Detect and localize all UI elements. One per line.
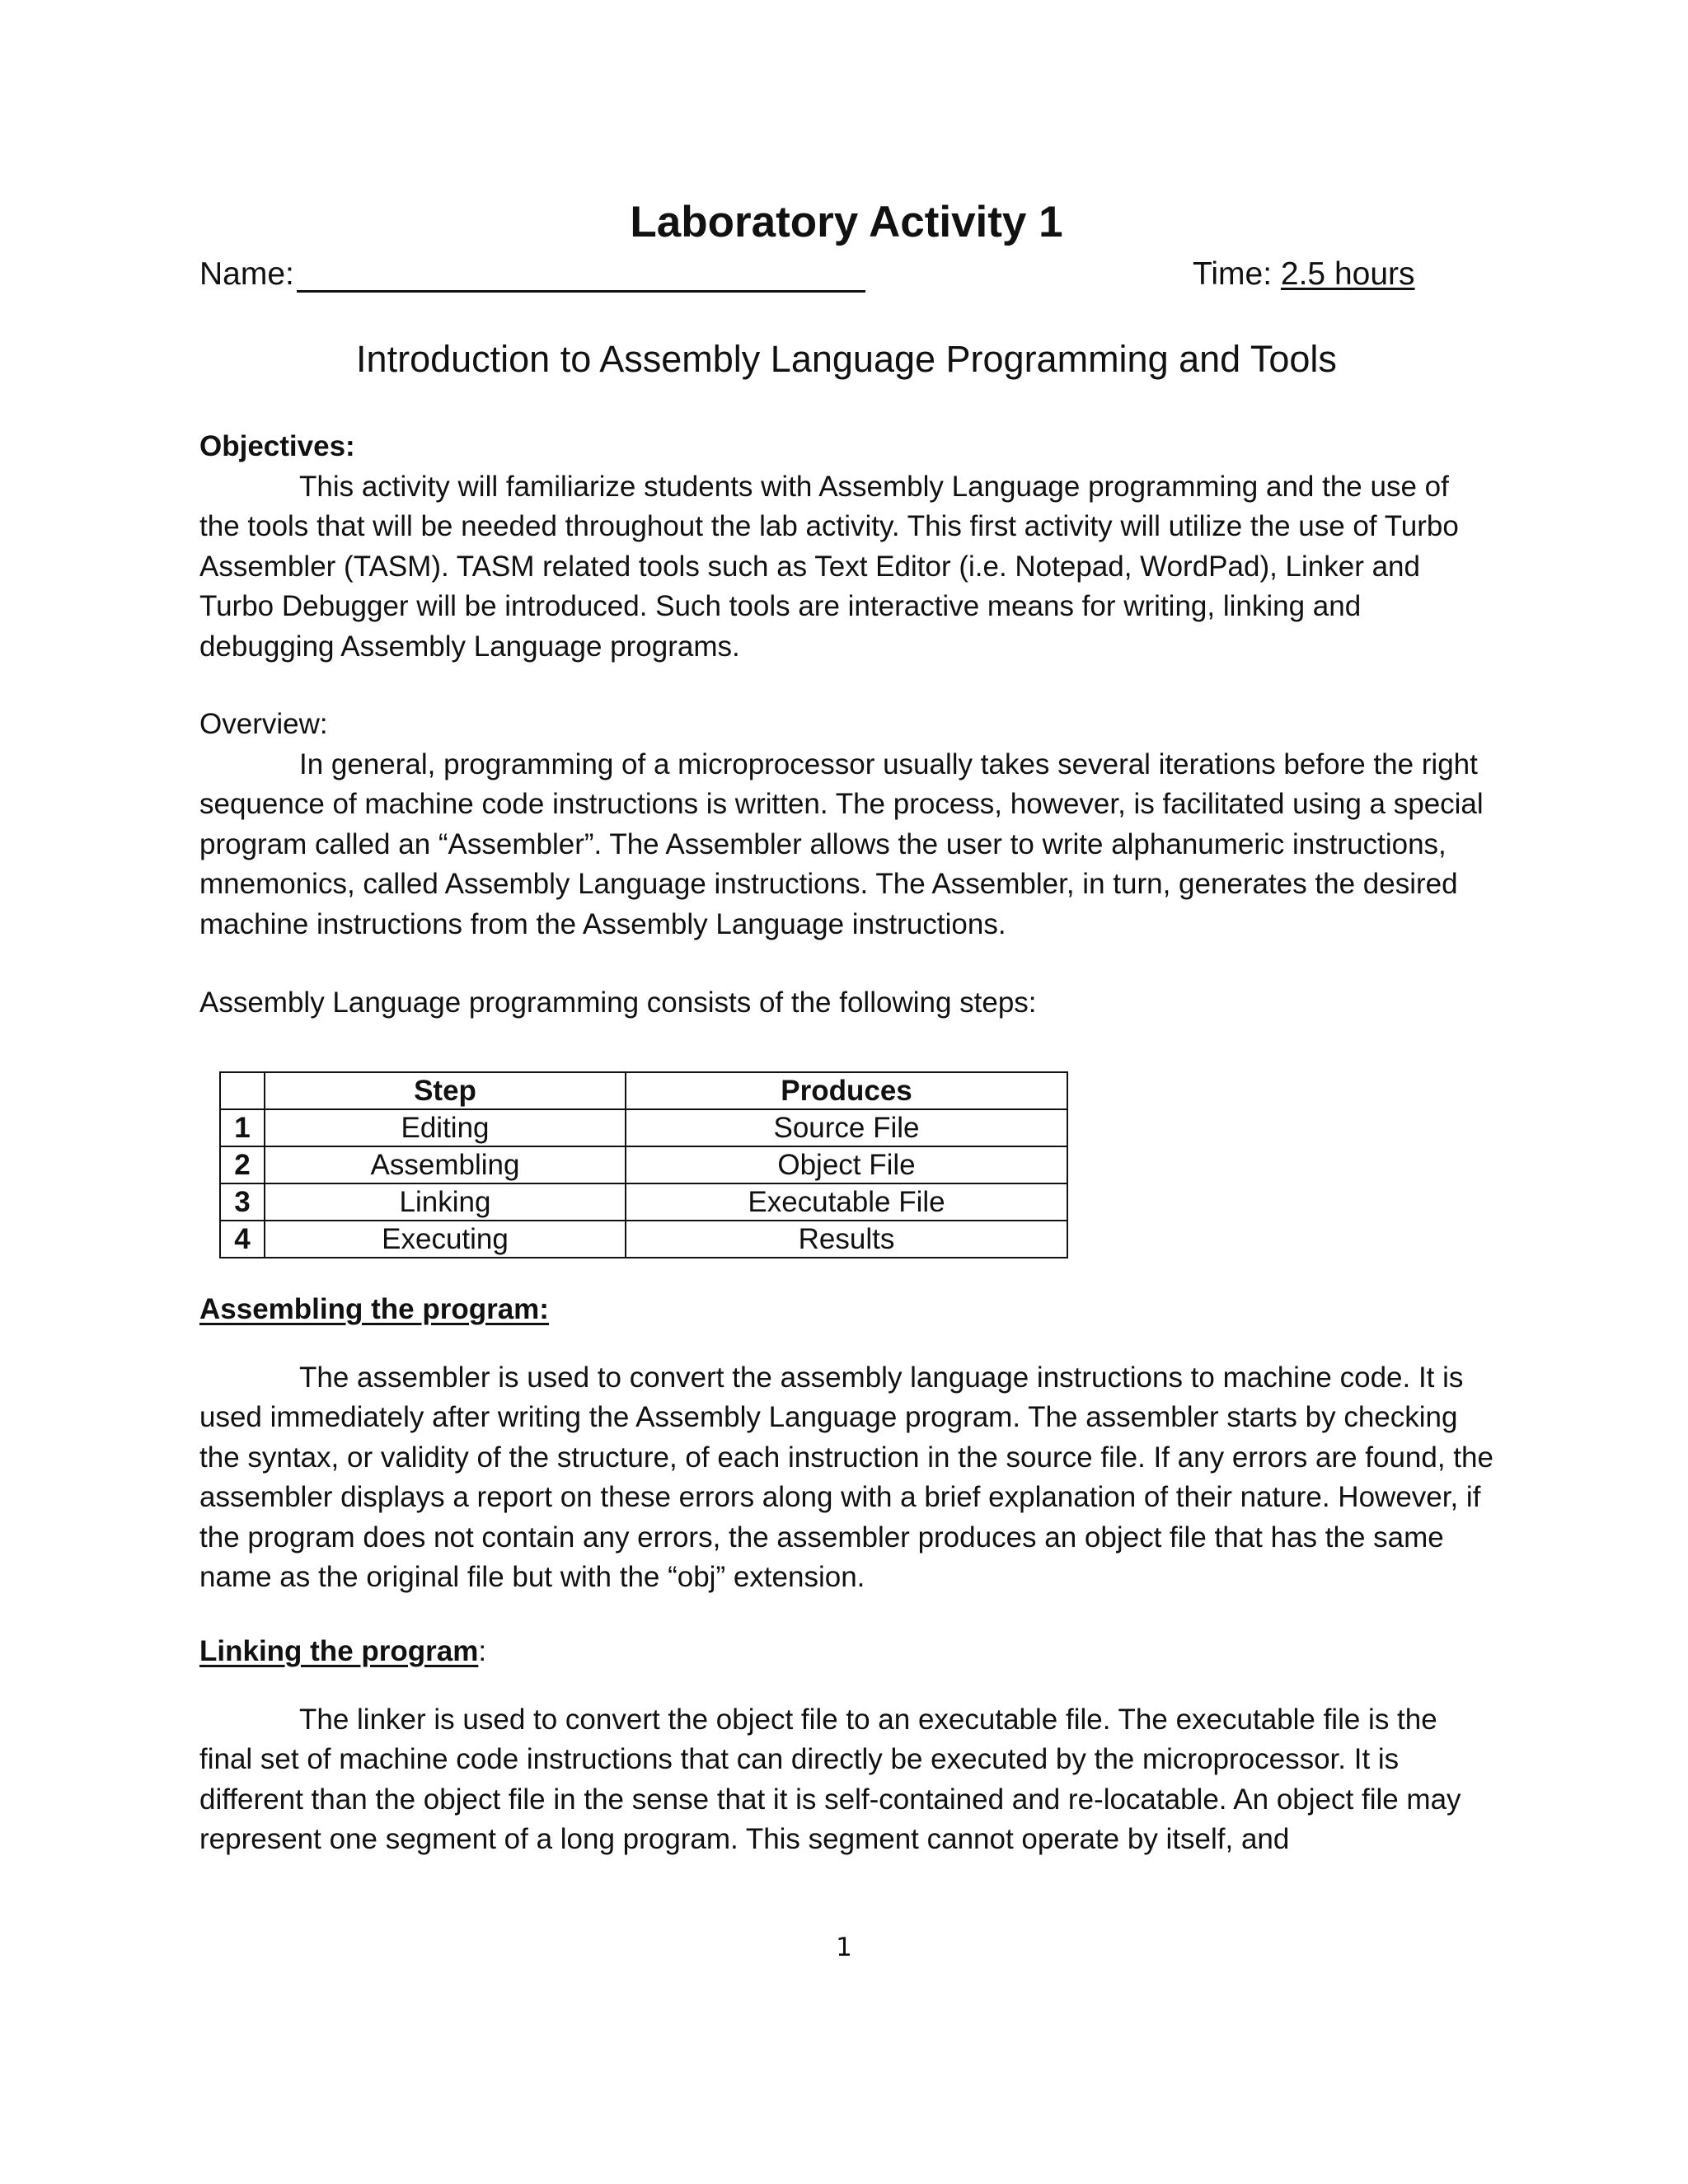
table-row bbox=[220, 1183, 1067, 1221]
linking-heading-suffix: : bbox=[478, 1635, 487, 1667]
table-cell: Editing bbox=[265, 1109, 626, 1146]
linking-paragraph: The linker is used to convert the object file to an executable file. The executable file is the final set of machine code instructions that can directly be executed by the microprocessor. It is different than the object file in the sense that it is self-contained and re-locatable. An object file may represent one segment of a long program. This segment cannot operate by itself, and bbox=[199, 1703, 1461, 1855]
overview-heading: Overview: bbox=[199, 708, 328, 740]
table-cell: 2 bbox=[220, 1146, 265, 1183]
table-header-cell bbox=[220, 1072, 265, 1109]
linking-section bbox=[199, 1632, 1493, 1860]
table-cell: Object File bbox=[626, 1146, 1067, 1183]
table-cell: Executing bbox=[265, 1221, 626, 1258]
name-blank-line bbox=[297, 290, 865, 293]
assembling-heading: Assembling the program: bbox=[199, 1293, 549, 1325]
table-row bbox=[220, 1109, 1067, 1146]
table-row bbox=[220, 1146, 1067, 1183]
table-cell: 1 bbox=[220, 1109, 265, 1146]
assembling-section bbox=[199, 1290, 1493, 1598]
table-row bbox=[220, 1221, 1067, 1258]
linking-heading-line bbox=[199, 1632, 1493, 1672]
objectives-paragraph: This activity will familiarize students with Assembly Language programming and the use of the tools that will be needed throughout the lab activity. This first activity will utilize the use of Turbo Assembler (TASM). TASM related tools such as Text Editor (i.e. Notepad, WordPad), Linker and Turbo Debugger will be introduced. Such tools are interactive means for writing, linking and debugging Assembly Language programs. bbox=[199, 470, 1459, 663]
table-cell: Source File bbox=[626, 1109, 1067, 1146]
objectives-heading: Objectives: bbox=[199, 430, 355, 462]
page-number: 1 bbox=[836, 1933, 852, 1962]
document-subtitle: Introduction to Assembly Language Programming and Tools bbox=[356, 338, 1337, 380]
table-header-cell: Produces bbox=[626, 1072, 1067, 1109]
table-cell: 4 bbox=[220, 1221, 265, 1258]
overview-section bbox=[199, 705, 1493, 944]
steps-table bbox=[219, 1071, 1068, 1258]
linking-heading: Linking the program bbox=[199, 1635, 479, 1667]
table-cell: Executable File bbox=[626, 1183, 1067, 1221]
table-cell: 3 bbox=[220, 1183, 265, 1221]
name-label: Name: bbox=[199, 256, 294, 292]
overview-paragraph: In general, programming of a microprocessor usually takes several iterations before the right sequence of machine code instructions is written. The process, however, is facilitated using a special program called an “Assembler”. The Assembler allows the user to write alphanumeric instructions, mnemonics, called Assembly Language instructions. The Assembler, in turn, generates the desired machine instructions from the Assembly Language instructions. bbox=[199, 748, 1484, 940]
table-cell: Results bbox=[626, 1221, 1067, 1258]
time-value: 2.5 hours bbox=[1280, 256, 1415, 292]
steps-intro: Assembly Language programming consists of the following steps: bbox=[199, 987, 1037, 1019]
table-header-cell: Step bbox=[265, 1072, 626, 1109]
table-cell: Linking bbox=[265, 1183, 626, 1221]
time-label: Time: bbox=[1193, 256, 1273, 292]
document-title: Laboratory Activity 1 bbox=[630, 198, 1063, 246]
objectives-section bbox=[199, 427, 1493, 667]
time-field bbox=[1193, 255, 1415, 293]
assembling-paragraph: The assembler is used to convert the assembly language instructions to machine code. It is used immediately after writing the Assembly Language program. The assembler starts by checking the syntax, or validity of the structure, of each instruction in the source file. If any errors are found, the assembler displays a report on these errors along with a brief explanation of their nature. However, if the program does not contain any errors, the assembler produces an object file that has the same name as the original file but with the “obj” extension. bbox=[199, 1361, 1493, 1593]
table-header-row bbox=[220, 1072, 1067, 1109]
table-cell: Assembling bbox=[265, 1146, 626, 1183]
